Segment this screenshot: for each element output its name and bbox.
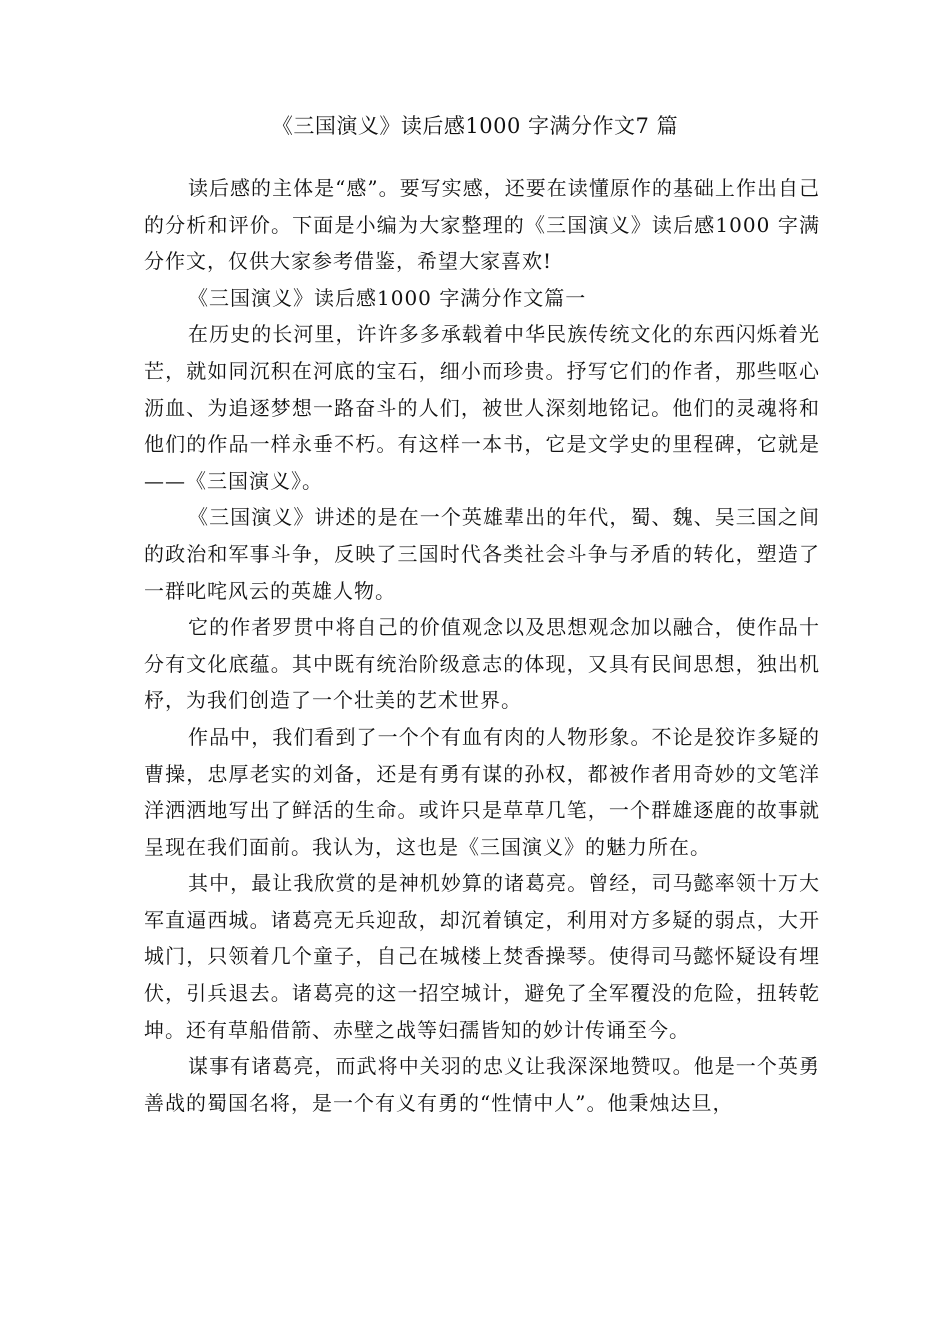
intro-paragraph: 读后感的主体是“感”。要写实感，还要在读懂原作的基础上作出自己的分析和评价。下面是小编为大家整理的《三国演义》读后感1000 字满分作文，仅供大家参考借鉴，希望大家喜欢! xyxy=(144,176,820,274)
document-body xyxy=(144,170,820,1121)
section-heading: 《三国演义》读后感1000 字满分作文篇一 xyxy=(188,285,587,310)
document-title: 《三国演义》读后感1000 字满分作文7 篇 xyxy=(271,114,679,138)
body-paragraph-6: 谋事有诸葛亮，而武将中关羽的忠义让我深深地赞叹。他是一个英勇善战的蜀国名将，是一个有义有勇的“性情中人”。他秉烛达旦， xyxy=(144,1054,820,1115)
body-paragraph-5: 其中，最让我欣赏的是神机妙算的诸葛亮。曾经，司马懿率领十万大军直逼西城。诸葛亮无兵迎敌，却沉着镇定，利用对方多疑的弱点，大开城门，只领着几个童子，自己在城楼上焚香操琴。使得司马懿怀疑设有埋伏，引兵退去。诸葛亮的这一招空城计，避免了全军覆没的危险，扭转乾坤。还有草船借箭、赤壁之战等妇孺皆知的妙计传诵至今。 xyxy=(144,871,820,1042)
body-paragraph-4: 作品中，我们看到了一个个有血有肉的人物形象。不论是狡诈多疑的曹操，忠厚老实的刘备，还是有勇有谋的孙权，都被作者用奇妙的文笔洋洋洒洒地写出了鲜活的生命。或许只是草草几笔，一个群雄逐鹿的故事就呈现在我们面前。我认为，这也是《三国演义》的魅力所在。 xyxy=(144,724,820,859)
body-paragraph-2: 《三国演义》讲述的是在一个英雄辈出的年代，蜀、魏、吴三国之间的政治和军事斗争，反映了三国时代各类社会斗争与矛盾的转化，塑造了一群叱咤风云的英雄人物。 xyxy=(144,505,820,603)
body-paragraph-1: 在历史的长河里，许许多多承载着中华民族传统文化的东西闪烁着光芒，就如同沉积在河底的宝石，细小而珍贵。抒写它们的作者，那些呕心沥血、为追逐梦想一路奋斗的人们，被世人深刻地铭记。他们的灵魂将和他们的作品一样永垂不朽。有这样一本书，它是文学史的里程碑，它就是——《三国演义》。 xyxy=(144,322,820,493)
body-paragraph-3: 它的作者罗贯中将自己的价值观念以及思想观念加以融合，使作品十分有文化底蕴。其中既有统治阶级意志的体现，又具有民间思想，独出机杼，为我们创造了一个壮美的艺术世界。 xyxy=(144,615,820,713)
